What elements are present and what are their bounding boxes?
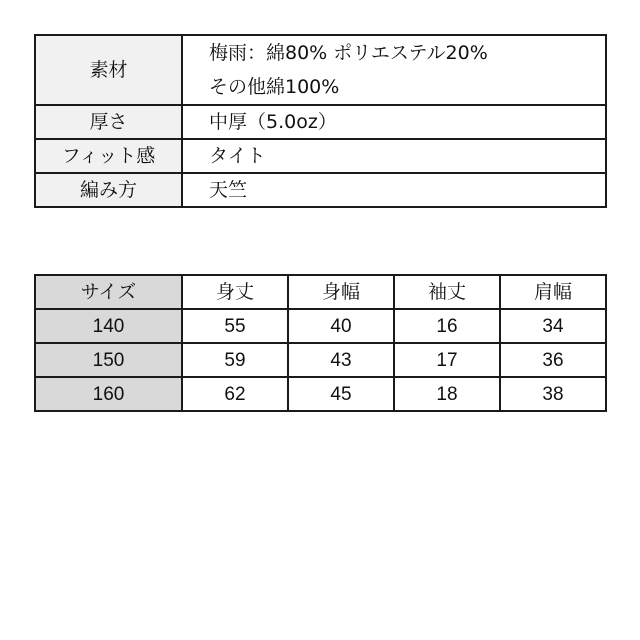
size-cell-width: 40	[288, 309, 394, 343]
spec-label-thickness: 厚さ	[35, 105, 182, 139]
size-header-shoulder: 肩幅	[500, 275, 606, 309]
spec-label-knit: 編み方	[35, 173, 182, 207]
size-cell-shoulder: 34	[500, 309, 606, 343]
spec-row-knit	[35, 173, 606, 207]
size-cell-size: 150	[35, 343, 182, 377]
size-header-sleeve: 袖丈	[394, 275, 500, 309]
size-table-row	[35, 377, 606, 411]
size-cell-sleeve: 18	[394, 377, 500, 411]
spec-row-material	[35, 35, 606, 105]
size-header-width: 身幅	[288, 275, 394, 309]
spec-value-knit: 天竺	[182, 173, 606, 207]
spec-value-material	[182, 35, 606, 105]
size-table-row	[35, 309, 606, 343]
size-table	[34, 274, 607, 412]
size-header-length: 身丈	[182, 275, 288, 309]
spec-table	[34, 34, 607, 208]
size-cell-width: 45	[288, 377, 394, 411]
spec-label-fit: フィット感	[35, 139, 182, 173]
size-cell-width: 43	[288, 343, 394, 377]
size-cell-length: 55	[182, 309, 288, 343]
spec-value-material-line-2: その他綿100%	[209, 76, 340, 98]
spec-row-fit	[35, 139, 606, 173]
size-cell-shoulder: 38	[500, 377, 606, 411]
size-cell-sleeve: 16	[394, 309, 500, 343]
size-cell-length: 59	[182, 343, 288, 377]
size-cell-shoulder: 36	[500, 343, 606, 377]
size-cell-size: 140	[35, 309, 182, 343]
size-header-size: サイズ	[35, 275, 182, 309]
spec-value-material-line-1: 梅雨：綿80% ポリエステル20%	[209, 42, 488, 64]
spec-label-material: 素材	[35, 35, 182, 105]
size-table-row	[35, 343, 606, 377]
size-table-header-row	[35, 275, 606, 309]
size-cell-length: 62	[182, 377, 288, 411]
spec-value-thickness: 中厚（5.0oz）	[182, 105, 606, 139]
spec-value-fit: タイト	[182, 139, 606, 173]
spec-row-thickness	[35, 105, 606, 139]
size-cell-size: 160	[35, 377, 182, 411]
size-cell-sleeve: 17	[394, 343, 500, 377]
